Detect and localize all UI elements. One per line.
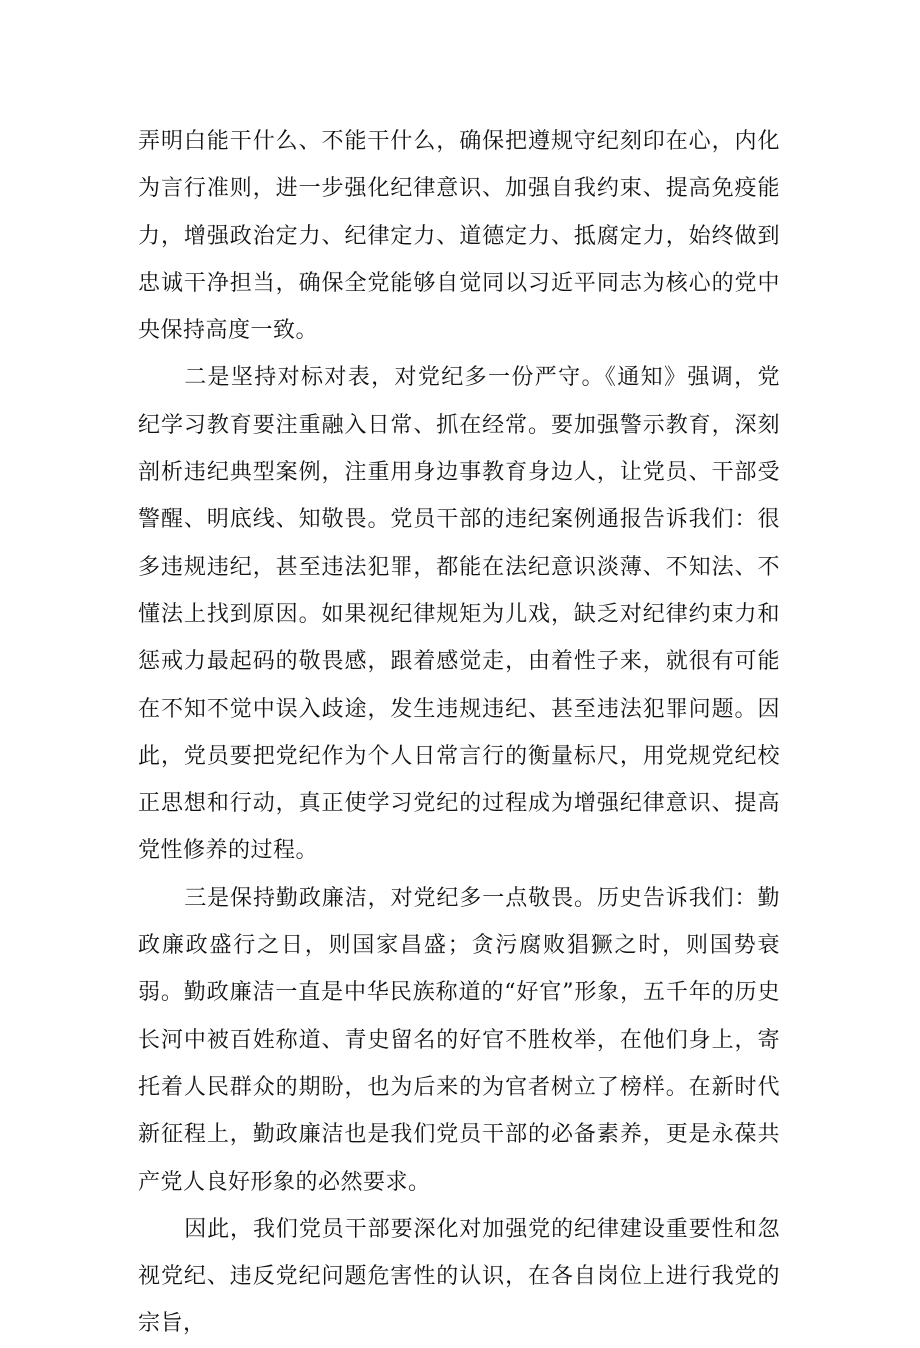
paragraph-point-three: 三是保持勤政廉洁，对党纪多一点敬畏。历史告诉我们：勤政廉政盛行之日，则国家昌盛；贪污腐败猖獗之时，则国势衰弱。勤政廉洁一直是中华民族称道的“好官”形象，五千年的历史长河中被百姓称道、青史留名的好官不胜枚举，在他们身上，寄托着人民群众的期盼，也为后来的为官者树立了榜样。在新时代新征程上，勤政廉洁也是我们党员干部的必备素养，更是永葆共产党人良好形象的必然要求。 — [138, 885, 780, 1195]
paragraph-point-two: 二是坚持对标对表，对党纪多一份严守。《通知》强调，党纪学习教育要注重融入日常、抓在经常。要加强警示教育，深刻剖析违纪典型案例，注重用身边事教育身边人，让党员、干部受警醒、明底线、知敬畏。党员干部的违纪案例通报告诉我们：很多违规违纪，甚至违法犯罪，都能在法纪意识淡薄、不知法、不懂法上找到原因。如果视纪律规矩为儿戏，缺乏对纪律约束力和惩戒力最起码的敬畏感，跟着感觉走，由着性子来，就很有可能在不知不觉中误入歧途，发生违规违纪、甚至违法犯罪问题。因此，党员要把党纪作为个人日常言行的衡量标尺，用党规党纪校正思想和行动，真正使学习党纪的过程成为增强纪律意识、提高党性修养的过程。 — [138, 365, 780, 864]
document-body — [138, 118, 780, 1348]
paragraph-conclusion: 因此，我们党员干部要深化对加强党的纪律建设重要性和忽视党纪、违反党纪问题危害性的认识，在各自岗位上进行我党的宗旨， — [138, 1216, 780, 1337]
paragraph-continuation: 弄明白能干什么、不能干什么，确保把遵规守纪刻印在心，内化为言行准则，进一步强化纪律意识、加强自我约束、提高免疫能力，增强政治定力、纪律定力、道德定力、抵腐定力，始终做到忠诚干净担当，确保全党能够自觉同以习近平同志为核心的党中央保持高度一致。 — [138, 129, 780, 344]
